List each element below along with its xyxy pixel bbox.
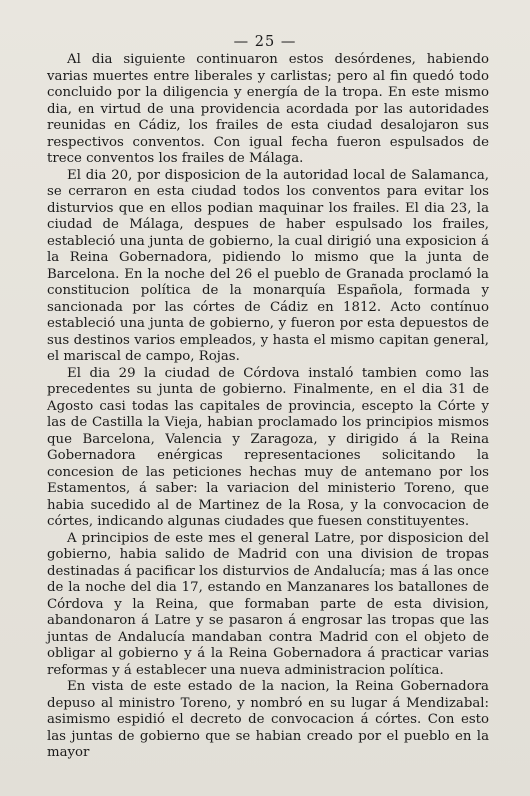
body-text <box>47 52 489 762</box>
paragraph: El dia 20, por disposicion de la autoridad local de Salamanca, se cerraron en esta ciudad todos los conventos para evitar los disturvios que en ellos podian maquinar los frailes. El dia 23, la ciudad de Málaga, despues de haber espulsado los frailes, estableció una junta de gobierno, la cual dirigió una exposicion á la Reina Gobernadora, pidiendo lo mismo que la junta de Barcelona. En la noche del 26 el pueblo de Granada proclamó la constitucion política de la monarquía Española, formada y sancionada por las córtes de Cádiz en 1812. Acto contínuo estableció una junta de gobierno, y fueron por esta depuestos de sus destinos varios empleados, y hasta el mismo capitan general, el mariscal de campo, Rojas. <box>47 167 489 364</box>
paragraph: Al dia siguiente continuaron estos desórdenes, habiendo varias muertes entre liberales y carlistas; pero al fin quedó todo concluido por la diligencia y energía de la tropa. En este mismo dia, en virtud de una providencia acordada por las autoridades reunidas en Cádiz, los frailes de esta ciudad desalojaron sus respectivos conventos. Con igual fecha fueron espulsados de trece conventos los frailes de Málaga. <box>47 52 489 166</box>
paragraph: A principios de este mes el general Latre, por disposicion del gobierno, habia salido de Madrid con una division de tropas destinadas á pacificar los disturvios de Andalucía; mas á las once de la noche del dia 17, estando en Manzanares los batallones de Córdova y la Reina, que formaban parte de esta division, abandonaron á Latre y se pasaron á engrosar las tropas que las juntas de Andalucía mandaban contra Madrid con el objeto de obligar al gobierno y á la Reina Gobernadora á practicar varias reformas y á establecer una nueva administracion política. <box>47 530 489 678</box>
paragraph: El dia 29 la ciudad de Córdova instaló tambien como las precedentes su junta de gobierno. Finalmente, en el dia 31 de Agosto casi todas las capitales de provincia, escepto la Córte y las de Castilla la Vieja, habian proclamado los principios mismos que Barcelona, Valencia y Zaragoza, y dirigido á la Reina Gobernadora enérgicas representaciones solicitando la concesion de las peticiones hechas muy de antemano por los Estamentos, á saber: la variacion del ministerio Toreno, que habia sucedido al de Martinez de la Rosa, y la convocacion de córtes, indicando algunas ciudades que fuesen constituyentes. <box>47 365 489 529</box>
paragraph: En vista de este estado de la nacion, la Reina Gobernadora depuso al ministro Toreno, y nombró en su lugar á Mendizabal: asimismo espidió el decreto de convocacion á córtes. Con esto las juntas de gobierno que se habian creado por el pueblo en la mayor <box>47 679 489 760</box>
page-number: — 25 — <box>233 34 297 50</box>
